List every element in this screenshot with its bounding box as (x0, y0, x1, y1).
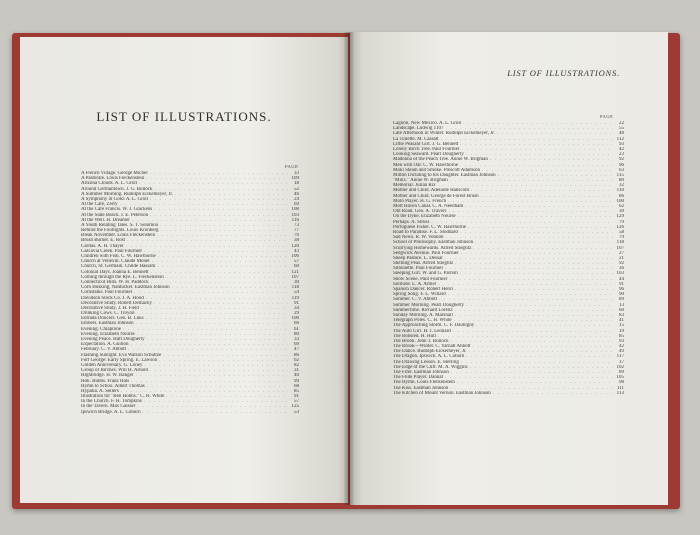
leader-dots (493, 391, 613, 396)
page-number: 63 (619, 167, 624, 173)
page-number: 39 (619, 209, 624, 215)
illustration-title: Looking Seaward. Pearl Dougherty (393, 152, 464, 158)
illustration-title: A French Village. George Michel (81, 171, 148, 176)
illustration-title: Road to Paradise. F. L. Stoddard (393, 229, 458, 235)
page-number: 121 (291, 269, 299, 275)
illustration-title: Highbridge. H. W. Ranger (81, 373, 134, 379)
illustration-title: Colonial Days. Joanna E. Bennett (81, 269, 149, 275)
page-number: 21 (619, 255, 624, 261)
illustration-title: The Bobsled. H. Hull (393, 333, 436, 339)
illustration-title: The Dragon. Ipswich. A. L. Coburn (393, 354, 465, 360)
illustration-title: Telegraph Poles. C. H. White (393, 318, 452, 324)
illustration-title: Silhouette. Paul Fournier (393, 266, 444, 272)
illustration-title: At the Café Francis. W. J. Glackens (81, 207, 153, 213)
illustration-list-right (393, 121, 624, 396)
page-number: 47 (294, 347, 299, 353)
illustration-title: Evening Peace. Hutt Dougherty (81, 337, 145, 342)
illustration-title: Lagoon, New Mexico. A. L. Groll (393, 121, 462, 126)
page-number: 60 (619, 307, 624, 313)
illustration-title: Lonely Birch Tree. Paul Fournier (393, 146, 460, 152)
illustration-title: Summer Morning. Pearl Dougherty (393, 302, 465, 308)
illustration-title: The Drawing Lesson. E. Sterling (393, 359, 459, 365)
page-number: 80 (619, 178, 624, 184)
page-number: 41 (619, 318, 624, 324)
page-number: 69 (294, 342, 299, 348)
page-number: 92 (619, 261, 624, 267)
page-number: 112 (616, 136, 624, 142)
illustration-title: Bleak November. Louis Fleckenstein (81, 233, 156, 239)
page-number: 57 (294, 399, 299, 405)
illustration-title: Sedgwick Avenue. Paul Fournier (393, 250, 459, 256)
page-number: 54 (294, 290, 299, 296)
page-number: 53 (294, 409, 299, 415)
page-number: 29 (294, 311, 299, 317)
page-number: 91 (294, 394, 299, 400)
illustration-title: A Pastorale. Louis Fleckenstein (81, 176, 145, 182)
page-number: 100 (616, 198, 624, 204)
illustration-title: The Edge of the Cliff. M. A. Wiggins (393, 364, 468, 370)
page-number: 62 (294, 357, 299, 363)
illustration-title: La Toilette. M. Cassatt (393, 136, 439, 142)
page-number: 55 (619, 126, 624, 132)
page-column-label: PAGE (285, 164, 299, 169)
page-number: 15 (619, 323, 624, 329)
illustration-title: Brush Burner. E. Rost (81, 238, 126, 244)
illustration-title: Illustration for "Ben Hobbs." C. H. White (81, 394, 165, 400)
page-column-label: PAGE (600, 114, 614, 119)
page-number: 89 (619, 297, 624, 303)
list-item (393, 391, 624, 396)
page-number: 116 (291, 217, 299, 223)
page-number: 111 (616, 385, 624, 391)
page-number: 48 (619, 131, 624, 137)
illustration-title: Church, St. Germain. Childe Hassam (81, 264, 156, 270)
page-number: 69 (294, 202, 299, 208)
page-number: 103 (291, 212, 299, 218)
illustration-title: A Summer Morning. Rudolph Eickemeyer, Jr. (81, 191, 174, 197)
illustration-title: Little Peasant Girl. J. G. Bennett (393, 141, 459, 147)
running-header: LIST OF ILLUSTRATIONS. (507, 68, 620, 78)
page-number: 42 (619, 344, 624, 350)
illustration-title: The Brook—Winter. C. Yarnall Abbott (393, 344, 471, 350)
illustration-title: Decorative Study. J. H. Field (81, 305, 139, 311)
illustration-title: Summer. C. V. Abbott (393, 297, 437, 303)
list-item (81, 410, 299, 415)
illustration-title: Solitude. L. A. Armer (393, 281, 437, 287)
illustration-title: "Minx." Annie W. Brigman (393, 178, 448, 184)
page-number: 18 (294, 181, 299, 187)
page-number: 52 (294, 186, 299, 192)
illustration-title: The Flute Player. Dannat (393, 375, 443, 381)
page-number: 61 (294, 326, 299, 332)
illustration-title: Scurrying Homewards. Alfred Stieglitz (393, 245, 472, 251)
illustration-title: Sad News. R. W. Vonnoh (393, 235, 444, 241)
page-number: 79 (619, 219, 624, 225)
page-number: 76 (294, 233, 299, 239)
page-number: 125 (291, 404, 299, 410)
page-number: 73 (294, 222, 299, 228)
page-number: 106 (291, 316, 299, 322)
page-number: 68 (294, 383, 299, 389)
illustration-title: Snow Scene. Paul Fournier (393, 276, 448, 282)
page-number: 89 (619, 370, 624, 375)
illustration-title: Mother and Child. George de Forest Brush (393, 193, 479, 199)
left-page (20, 37, 348, 503)
page-number: 17 (619, 359, 624, 365)
illustration-title: On the Dyke. Elizabeth Nourse (393, 214, 456, 220)
illustration-title: The Fifer. Eastman Johnson (393, 370, 449, 375)
page-number: 113 (616, 390, 624, 396)
page-number: 19 (619, 328, 624, 334)
illustration-title: Coming through the Rye. L. Fleckenstein (81, 274, 164, 280)
page-number: 30 (294, 279, 299, 285)
illustration-title: Decorative Study. Robert Demachy (81, 300, 153, 306)
illustration-title: Perhaps. A. Struss (393, 219, 430, 225)
illustration-title: Milton Dictating to his Daughter. Eastman Johnson (393, 172, 496, 178)
illustration-title: Ipswich Bridge. A. L. Coburn (81, 409, 141, 415)
page-number: 85 (619, 333, 624, 339)
page-number: 31 (294, 368, 299, 374)
illustration-title: Moki Steam and Smoke. Prescott Adamson (393, 167, 480, 173)
illustration-title: The Approaching Storm. C. F. Daubigny (393, 323, 475, 329)
page-number: 108 (291, 207, 299, 213)
illustration-title: At the Slate Beach. J. E. Peterson (81, 212, 149, 218)
page-number: 77 (294, 228, 299, 234)
illustration-title: Moto Player. H. G. French (393, 198, 447, 204)
illustration-title: Sunday Morning. A. Marshall (393, 312, 453, 318)
page-number: 109 (291, 176, 299, 182)
page-number: 22 (619, 121, 624, 126)
illustration-title: In the Tavern. Max Gaisser (81, 404, 136, 410)
page-number: 33 (294, 171, 299, 176)
illustration-title: Corn Husking, Nantucket. Eastman Johnson (81, 285, 170, 291)
right-page (350, 32, 668, 505)
illustration-title: Spanish Dancer. Robert Henri (393, 287, 453, 292)
page-number: 118 (616, 240, 624, 246)
page-number: 86 (619, 193, 624, 199)
page-number: 102 (616, 364, 624, 370)
illustration-title: The Dance. Rudolph Eickemeyer, Jr. (393, 349, 467, 355)
page-number: 66 (294, 321, 299, 327)
illustration-title: Entrada Doucers. Geo. B. Luks (81, 316, 144, 322)
page-number: 126 (616, 224, 624, 230)
illustration-title: Landscape. Ludwig 1107 (393, 126, 444, 132)
page-number: 33 (294, 337, 299, 342)
illustration-title: Portuguese Fisher. C. W. Hawthorne (393, 224, 466, 230)
page-number: 98 (619, 380, 624, 386)
page-number: 93 (619, 338, 624, 344)
illustration-title: February. C. V. Abbott (81, 347, 127, 353)
illustration-title: Caritas. A. H. Thayer (81, 243, 124, 249)
illustration-title: The Kitchen of Mount Vernon. Eastman Johnson (393, 390, 491, 396)
page-number: 43 (294, 248, 299, 254)
page-number: 107 (616, 245, 624, 251)
illustration-title: In the Church. F. H. Tompkins (81, 399, 142, 405)
page-number: 46 (294, 191, 299, 197)
illustration-title: Hypatia. A. Sellers (81, 388, 119, 394)
page-number: 49 (619, 349, 624, 355)
illustration-title: Behind the Footlights. Louis Kronberg (81, 228, 159, 234)
illustration-title: The Auto Girl. H. J. Leonard (393, 328, 451, 334)
page-number: 106 (291, 254, 299, 259)
page-number: 38 (294, 238, 299, 244)
illustration-title: The Hymn. Louis Fleckenstein (393, 380, 455, 386)
illustration-title: A Youth Relating Tales. S. T. Solomon (81, 222, 159, 228)
page-number: 42 (619, 146, 624, 152)
illustration-title: Spring Song. F. L. Willard (393, 292, 446, 298)
page-number: 40 (294, 373, 299, 379)
illustration-title: Flashing Sunlight. Eva Watson Schultze (81, 352, 162, 358)
page-number: 120 (291, 243, 299, 249)
illustration-title: Mott Haven Canal. C. A. Needham (393, 204, 464, 209)
illustration-title: The Kiss. Eastman Johnson (393, 385, 449, 391)
page-number: 96 (619, 162, 624, 168)
illustration-title: Mother and Child. Adelaide Hanscom (393, 188, 469, 194)
illustration-title: A Symphony in Gold. A. L. Groll (81, 196, 149, 202)
illustration-title: Drinking Cows. C. Troyon (81, 311, 135, 317)
page-number: 13 (619, 302, 624, 308)
page-number: 32 (619, 183, 624, 189)
page-number: 91 (619, 281, 624, 287)
page-number: 60 (294, 264, 299, 270)
illustration-title: The Brook. John T. Bullock (393, 338, 449, 344)
page-number: 58 (619, 229, 624, 235)
page-number: 115 (616, 172, 624, 178)
page-number: 27 (619, 250, 624, 256)
page-number: 34 (294, 305, 299, 311)
page-number: 82 (294, 362, 299, 368)
illustration-title: Evening. Chiaprone (81, 326, 121, 332)
page-number: 105 (616, 375, 624, 381)
illustration-title: Embers. Eastman Johnson (81, 321, 134, 327)
page-number: 57 (294, 259, 299, 265)
illustration-title: Sleeping Girl. W. and G. Parrish (393, 271, 458, 277)
page-number: 91 (294, 300, 299, 306)
page-number: 85 (294, 388, 299, 394)
illustration-title: Hymn to Schoo. Albert Thomas (81, 383, 145, 389)
illustration-title: Davidson Stock Co. J. A. Hood (81, 295, 144, 301)
page-number: 80 (294, 331, 299, 337)
illustration-title: Old Road. Geo. A. Travers (393, 209, 447, 215)
page-number: 117 (616, 354, 624, 360)
page-number: 23 (619, 152, 624, 158)
page-number: 129 (616, 214, 624, 220)
page-number: 62 (619, 204, 624, 209)
page-number: 36 (619, 266, 624, 272)
illustration-title: Shelling Peas. Alfred Stieglitz (393, 261, 454, 267)
illustration-title: Golden Anniversary. G. Loney (81, 362, 143, 368)
illustration-title: Sheep Pasture. L. Dessar (393, 255, 443, 261)
page-number: 110 (616, 188, 624, 194)
page-number: 96 (619, 287, 624, 292)
page-number: 99 (294, 378, 299, 384)
illustration-title: Church at Vellexill. Claude Monet (81, 259, 150, 265)
illustration-title: Connecticut Hills. W. H. Paddock (81, 279, 149, 285)
page-title: LIST OF ILLUSTRATIONS. (96, 109, 272, 124)
illustration-title: Madonna of the Peach Tree. Annie W. Brigman (393, 157, 488, 163)
illustration-title: Around Germantown. J. G. Bullock (81, 186, 153, 192)
page-number: 44 (619, 276, 624, 282)
illustration-title: Group of Birches. Will H. Arnold (81, 368, 149, 374)
page-number: 107 (291, 274, 299, 280)
illustration-title: Cornstalks. Paul Fournier (81, 290, 133, 296)
page-number: 92 (619, 157, 624, 163)
illustration-title: At the Café, Zerry (81, 202, 118, 208)
page-number: 83 (619, 312, 624, 318)
page-number: 90 (619, 292, 624, 298)
page-number: 103 (616, 271, 624, 277)
illustration-title: Fort George: Early Spring. E. Lawson (81, 357, 158, 363)
book-spine-gutter (344, 32, 354, 505)
illustration-title: At the Well. H. Dreamer (81, 217, 130, 223)
illustration-title: Summertime. Richard Lorenz (393, 307, 453, 313)
illustration-title: School of Philosophy. Eastman Johnson (393, 240, 474, 246)
illustration-title: Evening. Elizabeth Nourse (81, 331, 135, 337)
illustration-title: Children with Fish. C. W. Hawthorne (81, 254, 156, 259)
illustration-title: Cascavia Creek. Paul Fournier (81, 248, 143, 254)
page-number: 119 (291, 295, 299, 301)
illustration-title: Expectation. A. Guillon (81, 342, 129, 348)
page-number: 24 (294, 196, 299, 202)
illustration-title: Memorial. Julian Rix (393, 183, 436, 189)
illustration-list-left (81, 171, 299, 415)
page-number: 79 (619, 235, 624, 241)
page-number: 93 (619, 141, 624, 147)
illustration-title: Late Afternoon in Winter. Rudolph Eickemeyer, Jr. (393, 131, 495, 137)
page-number: 118 (291, 285, 299, 291)
leader-dots (143, 410, 288, 415)
illustration-title: Arizona Clouds. A. L. Groll (81, 181, 137, 187)
page-number: 86 (294, 352, 299, 358)
illustration-title: Men with Oar. C. W. Hawthorne (393, 162, 458, 168)
illustration-title: Hok. Bubbs. Franz Hals (81, 378, 130, 384)
